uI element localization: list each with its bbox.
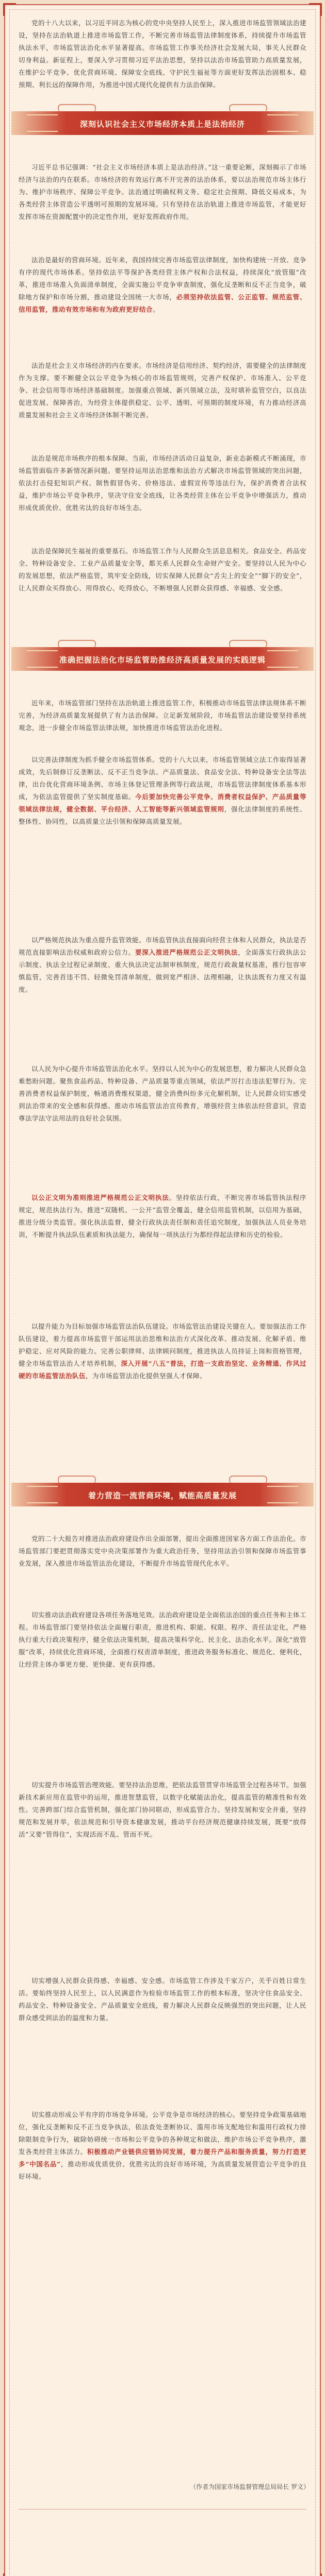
section-heading: 准确把握法治化市场监管助推经济高质量发展的实践逻辑 <box>59 655 266 665</box>
article-paragraph: 切实提升市场监管治理效能。要坚持法治思维，把依法监管贯穿市场监管全过程各环节。加强新技术新应用在监管中的运用，推进智慧监管，以数字化赋能法治化，提高监管的精准性和有效性。完善跨部门综合监管机制，强化部门协同联动，形成监管合力。坚持发展和安全并重，坚持规范和发展并举，依法规范和引导资本健康发展，推动平台经济规范健康持续发展，既要“放得活”又要“管得住”，实现活而不乱、管而不死。 <box>19 1781 306 1838</box>
article-paragraph: 党的十八大以来，以习近平同志为核心的党中央坚持人民至上，深入推进市场监管领域法治建设，坚持在法治轨道上推进市场监管工作，不断完善市场监管法律制度体系，持续提升市场监管执法水平，市场监管法治化水平显著提高。市场监管工作事关经济社会发展大局，事关人民群众切身利益。新征程上，要深入学习贯彻习近平法治思想，坚持以法治市场监管助力高质量发展，在维护公平竞争、优化营商环境、保障安全底线、守护民生福祉等方面更好发挥法治固根本、稳预期、利长远的保障作用，为推进中国式现代化提供有力法治保障。 <box>19 19 306 89</box>
section-heading: 着力营造一流营商环境，赋能高质量发展 <box>88 1491 237 1500</box>
author-credit: （作者为国家市场监督管理总局局长 罗文） <box>190 2483 310 2490</box>
article-paragraph: 切实增强人民群众获得感、幸福感、安全感。市场监管工作涉及千家万户，关乎百姓日常生活。要始终坚持人民至上，以人民满意作为检验市场监管工作的根本标准，坚决守住食品安全、药品安全、特种设备安全、产品质量安全底线，着力解决人民群众反映强烈的突出问题，让人民群众感受到法治的温度和力量。 <box>19 1976 306 2022</box>
highlighted-text: 以公正文明为准则推进严格规范公正文明执法 <box>31 1193 169 1201</box>
article-paragraph: 党的二十大报告对推进法治政府建设作出全面部署，提出全面推进国家各方面工作法治化。市场监管部门要把贯彻落实党中央决策部署作为重大政治任务，坚持用法治引领和保障市场监管事业发展，深入推进市场监管法治化建设，不断提升市场监管现代化水平。 <box>19 1534 306 1567</box>
frame-corner-ornament <box>309 2573 322 2576</box>
article-paragraph: 近年来，市场监管部门坚持在法治轨道上推进监管工作，积极推动市场监管法律法规体系不断完善，为经济高质量发展提供了有力法治保障。立足新发展阶段，市场监管法治建设要坚持系统观念，进一步健全市场监管法律法规，加快推进市场监管法治化进程。 <box>19 699 306 732</box>
highlighted-text: 必须坚持依法监管、公正监管、规范监管、信用监管，推动有效市场和有为政府更好结合 <box>19 293 306 313</box>
article-paragraph: 法治是规范市场秩序的根本保障。当前，市场经济活动日益复杂，新业态新模式不断涌现，市场监管面临许多新情况新问题。要坚持运用法治思维和法治方式解决市场监管领域的突出问题，依法打击侵犯知识产权、制售假冒伪劣、价格违法、虚假宣传等违法行为，保护消费者合法权益，维护市场公平竞争秩序，坚决守住安全底线，让各类经营主体在公平竞争中增强活力，推动形成优质优价、优胜劣汰的良好市场生态。 <box>19 454 306 512</box>
section-banner <box>11 102 314 144</box>
article-paragraph: 切实推动法治政府建设各项任务落地见效。法治政府建设是全面依法治国的重点任务和主体工程。市场监管部门要坚持依法全面履行职责，推进机构、职能、权限、程序、责任法定化，严格执行重大行政决策程序，健全依法决策机制，提高决策科学化、民主化、法治化水平。深化“放管服”改革，持续优化营商环境，全面推行权责清单制度，推进政务服务标准化、规范化、便利化，让经营主体办事更方便、更快捷、更有获得感。 <box>19 1611 306 1668</box>
article-paragraph: 切实推动形成公平有序的市场竞争环境。公平竞争是市场经济的核心。要坚持竞争政策基础地位，强化反垄断和反不正当竞争执法，依法查处垄断协议、滥用市场支配地位和滥用行政权力排除限制竞争行为，破除妨碍统一市场和公平竞争的各种规定和做法，维护市场公平竞争秩序，激发各类经营主体活力。积极推动产业链供应链协同发展，着力提升产品和服务质量，努力打造更多“中国名品”，推动形成优质优价、优胜劣汰的良好市场环境，为高质量发展营造公平竞争的良好环境。 <box>19 2110 306 2180</box>
section-banner <box>11 1473 314 1516</box>
highlighted-text: 今后要加快完善公平竞争、消费者权益保护、产品质量等领域法律法规，健全数据、平台经济、人工智能等新兴领域监管规则 <box>19 792 306 813</box>
highlighted-text: 深入开展“八五”普法，打造一支政治坚定、业务精通、作风过硬的市场监管法治队伍 <box>19 1359 306 1380</box>
frame-corner-ornament <box>309 3 322 16</box>
highlighted-text: 要深入推进严格规范公正文明执法 <box>135 948 238 956</box>
section-heading: 深刻认识社会主义市场经济本质上是法治经济 <box>79 120 245 129</box>
frame-corner-ornament <box>3 3 16 16</box>
article-paragraph: 习近平总书记强调：“社会主义市场经济本质上是法治经济。”这一重要论断，深刻揭示了市场经济与法治的内在联系。市场经济的有效运行离不开完善的法治体系，要以法治规范市场主体行为、维护市场秩序、保障公平竞争。法治通过明确权利义务、稳定社会预期、降低交易成本，为各类经营主体营造公平透明可预期的发展环境。只有坚持在法治轨道上推进市场监管，才能更好发挥市场在资源配置中的决定性作用，更好发挥政府作用。 <box>19 163 306 221</box>
article-paragraph: 法治是社会主义市场经济的内在要求。市场经济是信用经济、契约经济，需要健全的法律制度作为支撑。要不断健全以公平竞争为核心的市场监管规则，完善产权保护、市场准入、公平竞争、社会信用等市场经济基础制度。加强重点领域、新兴领域立法，及时填补监管空白，以良法促进发展、保障善治，为经营主体提供稳定、公平、透明、可预期的制度环境，有力推动经济高质量发展和社会主义市场经济体制不断完善。 <box>19 361 306 419</box>
divider <box>19 2509 306 2510</box>
article-paragraph: 法治是保障民生福祉的重要基石。市场监管工作与人民群众生活息息相关。食品安全、药品安全、特种设备安全、工业产品质量安全等，都关系人民群众生命财产安全。要坚持以人民为中心的发展思想，依法严格监管，筑牢安全防线，切实保障人民群众“舌尖上的安全”“脚下的安全”，让人民群众买得放心、用得放心、吃得放心，不断增强人民群众获得感、幸福感、安全感。 <box>19 547 306 592</box>
frame-corner-ornament <box>3 2573 16 2576</box>
section-banner <box>11 638 314 680</box>
article-paragraph: 以完善法律制度为抓手健全市场监管体系。党的十八大以来，市场监管领域立法工作取得显著成效，先后制修订反垄断法、反不正当竞争法、产品质量法、食品安全法、特种设备安全法等法律，出台优化营商环境条例、市场主体登记管理条例等行政法规，市场监管法律制度体系基本形成，为依法监管提供了坚实制度基础。今后要加快完善公平竞争、消费者权益保护、产品质量等领域法律法规，健全数据、平台经济、人工智能等新兴领域监管规则，强化法律制度的系统性、整体性、协同性，以高质量立法引领和保障高质量发展。 <box>19 755 306 825</box>
article-paragraph: 以人民为中心提升市场监管法治化水平。坚持以人民为中心的发展思想，着力解决人民群众急难愁盼问题。聚焦食品药品、特种设备、产品质量等重点领域，依法严厉打击违法犯罪行为。完善消费者权益保护制度，畅通消费维权渠道，健全消费纠纷多元化解机制，让人民群众切实感受到法治带来的安全感和获得感。推动市场监管法治宣传教育，增强经营主体依法经营意识，营造尊法学法守法用法的良好社会氛围。 <box>19 1064 306 1122</box>
article-paragraph: 法治是最好的营商环境。近年来，我国持续完善市场监管法律制度，加快构建统一开放、竞争有序的现代市场体系。坚持依法平等保护各类经营主体产权和合法权益，持续深化“放管服”改革，推进市场准入负面清单制度，全面实施公平竞争审查制度，强化反垄断和反不正当竞争，破除地方保护和市场分割，推动建设全国统一大市场，必须坚持依法监管、公正监管、规范监管、信用监管，推动有效市场和有为政府更好结合。 <box>19 256 306 313</box>
article-paragraph: 以公正文明为准则推进严格规范公正文明执法。坚持依法行政，不断完善市场监管执法程序规定，规范执法行为。推进“双随机、一公开”监管全覆盖，健全信用监管机制，以信用为基础，推进分级分类监管。强化执法监督，健全行政执法责任制和责任追究制度，加强执法人员业务培训，不断提升执法队伍素质和执法能力，确保每一项执法行为都经得起法律和历史的检验。 <box>19 1193 306 1239</box>
article-paragraph: 以提升能力为目标加强市场监管法治队伍建设。市场监管法治建设关键在人。要加强法治工作队伍建设，着力提高市场监管干部运用法治思维和法治方式深化改革、推动发展、化解矛盾、维护稳定、应对风险的能力。完善公职律师、法律顾问制度，推进执法人员持证上岗和资格管理，健全市场监管法治人才培养机制，深入开展“八五”普法，打造一支政治坚定、业务精通、作风过硬的市场监管法治队伍，为市场监管法治化提供坚强人才保障。 <box>19 1322 306 1380</box>
article-paragraph: 以严格规范执法为重点提升监管效能。市场监管执法直接面向经营主体和人民群众，执法是否规范直接影响法治权威和政府公信力。要深入推进严格规范公正文明执法，全面落实行政执法公示制度、执法全过程记录制度、重大执法决定法制审核制度，规范行政裁量权基准，推行包容审慎监管，完善首违不罚、轻微免罚清单制度，做到宽严相济、法理相融，让执法既有力度又有温度。 <box>19 936 306 993</box>
highlighted-text: 积极推动产业链供应链协同发展，着力提升产品和服务质量，努力打造更多“中国名品” <box>19 2147 306 2168</box>
